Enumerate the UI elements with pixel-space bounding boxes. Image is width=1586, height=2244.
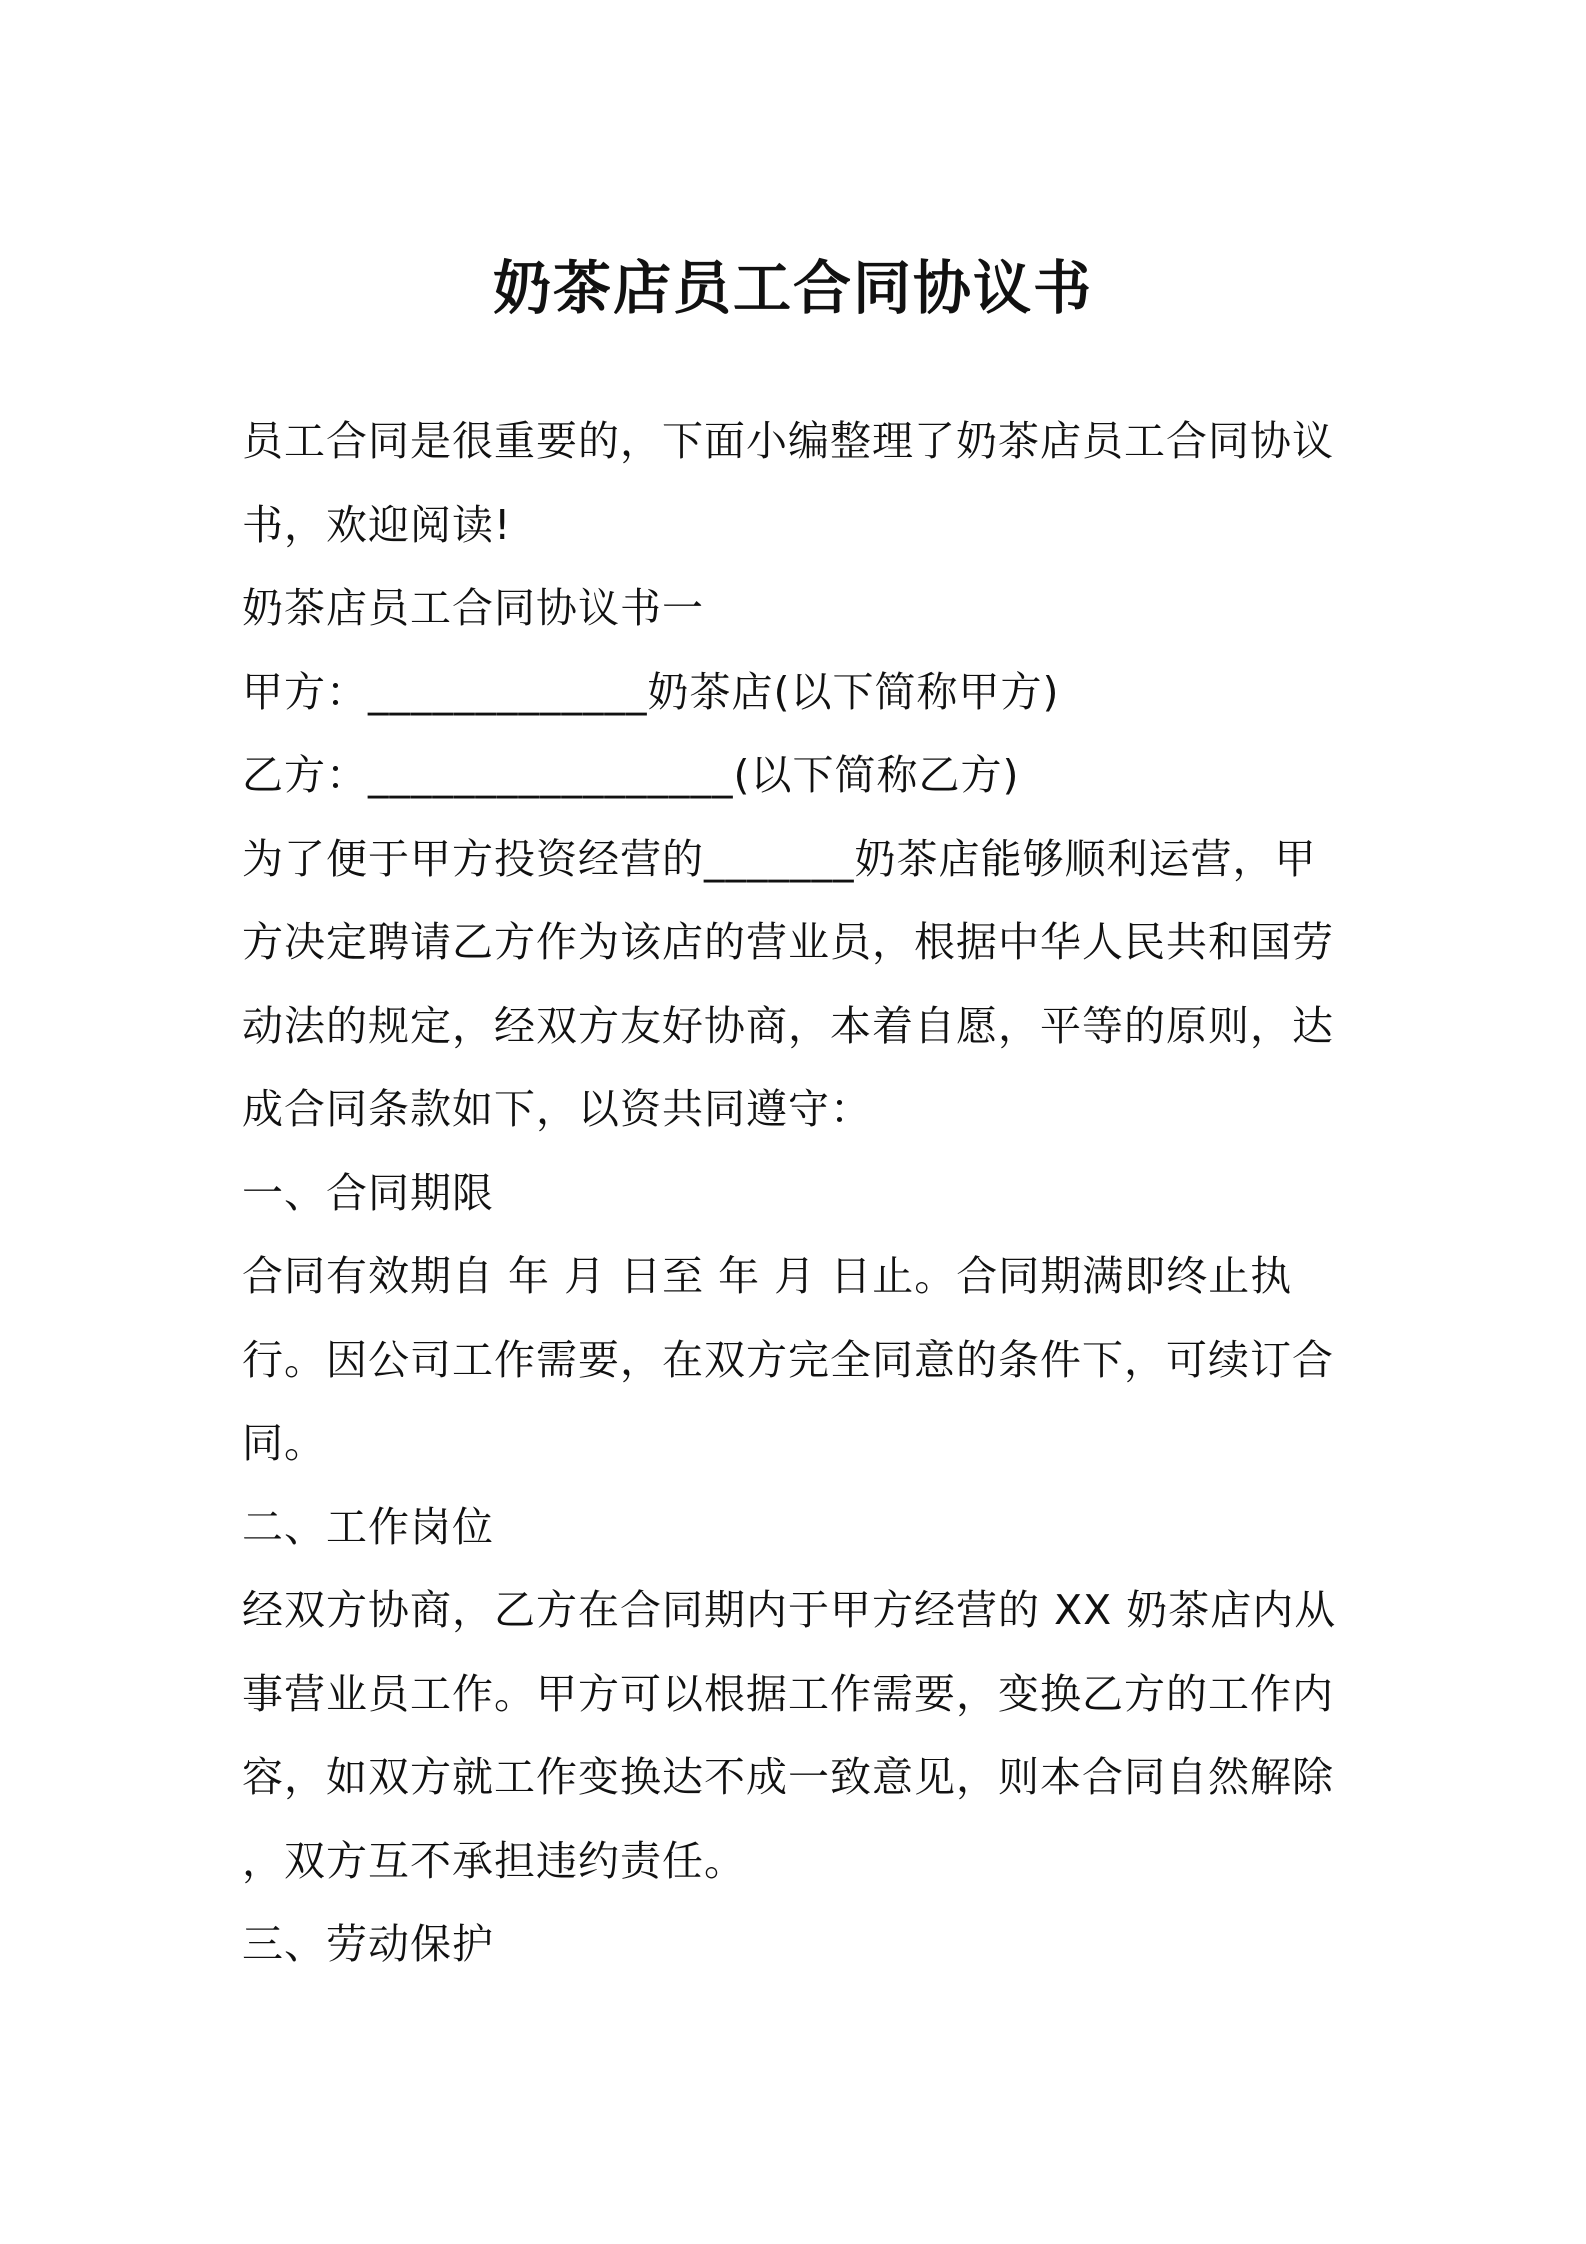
paragraph-line: 动法的规定，经双方友好协商，本着自愿，平等的原则，达 — [242, 1001, 1334, 1050]
paragraph-line: 同。 — [242, 1419, 326, 1467]
section-heading: 二、工作岗位 — [242, 1502, 494, 1551]
paragraph-line: 为了便于甲方投资经营的_______奶茶店能够顺利运营，甲 — [242, 834, 1317, 883]
paragraph-line: 员工合同是很重要的，下面小编整理了奶茶店员工合同协议 — [242, 417, 1334, 465]
section-subtitle: 奶茶店员工合同协议书一 — [242, 584, 704, 632]
document-body — [242, 400, 1352, 1987]
paragraph-line: 事营业员工作。甲方可以根据工作需要，变换乙方的工作内 — [242, 1669, 1334, 1718]
paragraph-line: 合同有效期自 年 月 日至 年 月 日止。合同期满即终止执 — [242, 1252, 1293, 1300]
paragraph-line: 书，欢迎阅读! — [242, 500, 512, 549]
party-b-line: 乙方：_________________(以下简称乙方) — [242, 751, 1020, 799]
party-a-line: 甲方：_____________奶茶店(以下简称甲方) — [242, 667, 1060, 716]
section-heading: 一、合同期限 — [242, 1168, 494, 1217]
paragraph-line: 方决定聘请乙方作为该店的营业员，根据中华人民共和国劳 — [242, 918, 1334, 966]
section-heading: 三、劳动保护 — [242, 1920, 494, 1968]
paragraph-line: ，双方互不承担违约责任。 — [242, 1836, 746, 1885]
paragraph-line: 容，如双方就工作变换达不成一致意见，则本合同自然解除 — [242, 1753, 1334, 1801]
document-title: 奶茶店员工合同协议书 — [492, 254, 1093, 322]
paragraph-line: 行。因公司工作需要，在双方完全同意的条件下，可续订合 — [242, 1335, 1334, 1384]
paragraph-line: 成合同条款如下，以资共同遵守： — [242, 1085, 872, 1133]
paragraph-line: 经双方协商，乙方在合同期内于甲方经营的 XX 奶茶店内从 — [242, 1586, 1337, 1634]
